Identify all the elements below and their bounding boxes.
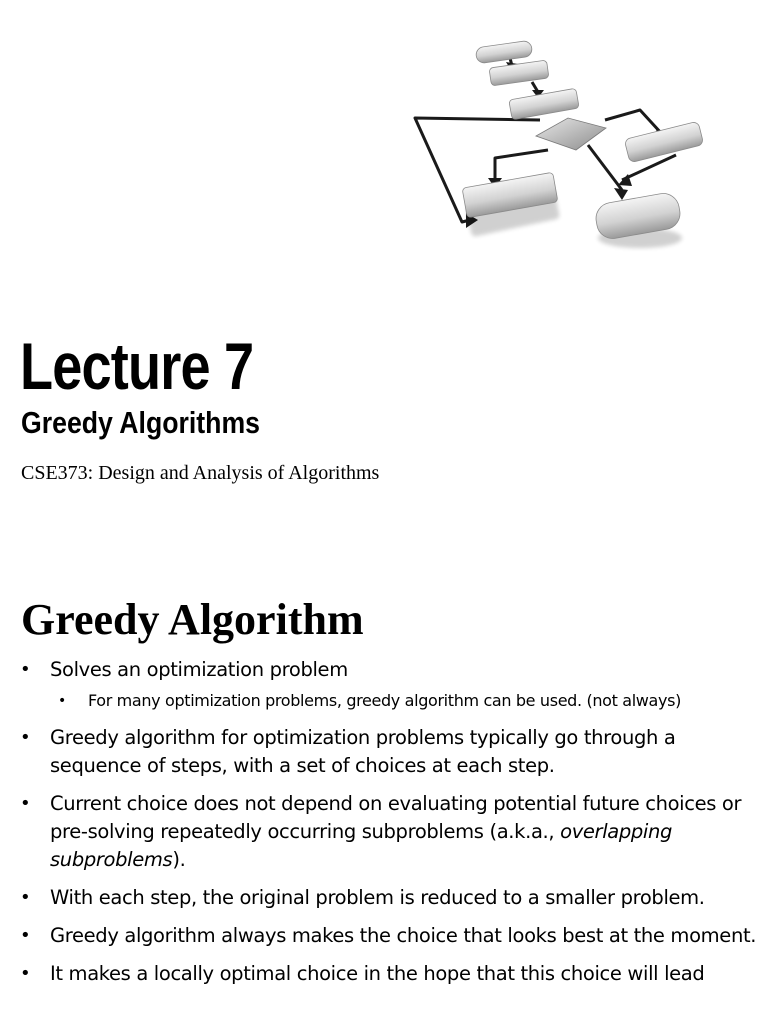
bullet-icon: • bbox=[20, 659, 31, 680]
content-slide bbox=[0, 560, 768, 1024]
bullet-text-italic: overlapping subproblems bbox=[50, 820, 673, 871]
list-item bbox=[0, 790, 768, 874]
flowchart-diagram-icon bbox=[400, 30, 720, 260]
sub-bullet-text: For many optimization problems, greedy algorithm can be used. (not always) bbox=[88, 691, 681, 710]
bullet-text: Greedy algorithm always makes the choice that looks best at the moment. bbox=[50, 924, 757, 947]
list-item bbox=[0, 656, 768, 684]
list-item bbox=[0, 884, 768, 912]
bullet-text-start: Current choice does not depend on evaluating potential future choices or pre-solving repeatedly occurring subproblems (a.k.a., bbox=[50, 792, 742, 843]
bullet-icon: • bbox=[58, 693, 66, 709]
slide-title: Greedy Algorithm bbox=[21, 595, 364, 644]
bullet-text: It makes a locally optimal choice in the hope that this choice will lead bbox=[50, 962, 705, 985]
lecture-title: Lecture 7 bbox=[20, 329, 254, 403]
bullet-text: Greedy algorithm for optimization problems typically go through a sequence of steps, with a set of choices at each step. bbox=[50, 726, 676, 777]
bullet-icon: • bbox=[20, 963, 31, 984]
list-item bbox=[0, 922, 768, 950]
list-item bbox=[0, 960, 768, 988]
list-item bbox=[0, 724, 768, 780]
bullet-text: With each step, the original problem is reduced to a smaller problem. bbox=[50, 886, 705, 909]
lecture-subtitle: Greedy Algorithms bbox=[21, 405, 261, 440]
bullet-text: Solves an optimization problem bbox=[50, 658, 348, 681]
bullet-icon: • bbox=[20, 925, 31, 946]
bullet-icon: • bbox=[20, 887, 31, 908]
bullet-icon: • bbox=[20, 793, 31, 814]
course-name: CSE373: Design and Analysis of Algorithms bbox=[21, 462, 380, 484]
bullet-text-end: ). bbox=[172, 848, 186, 871]
bullet-list bbox=[0, 656, 768, 998]
bullet-icon: • bbox=[20, 727, 31, 748]
sub-list-item bbox=[0, 687, 768, 715]
